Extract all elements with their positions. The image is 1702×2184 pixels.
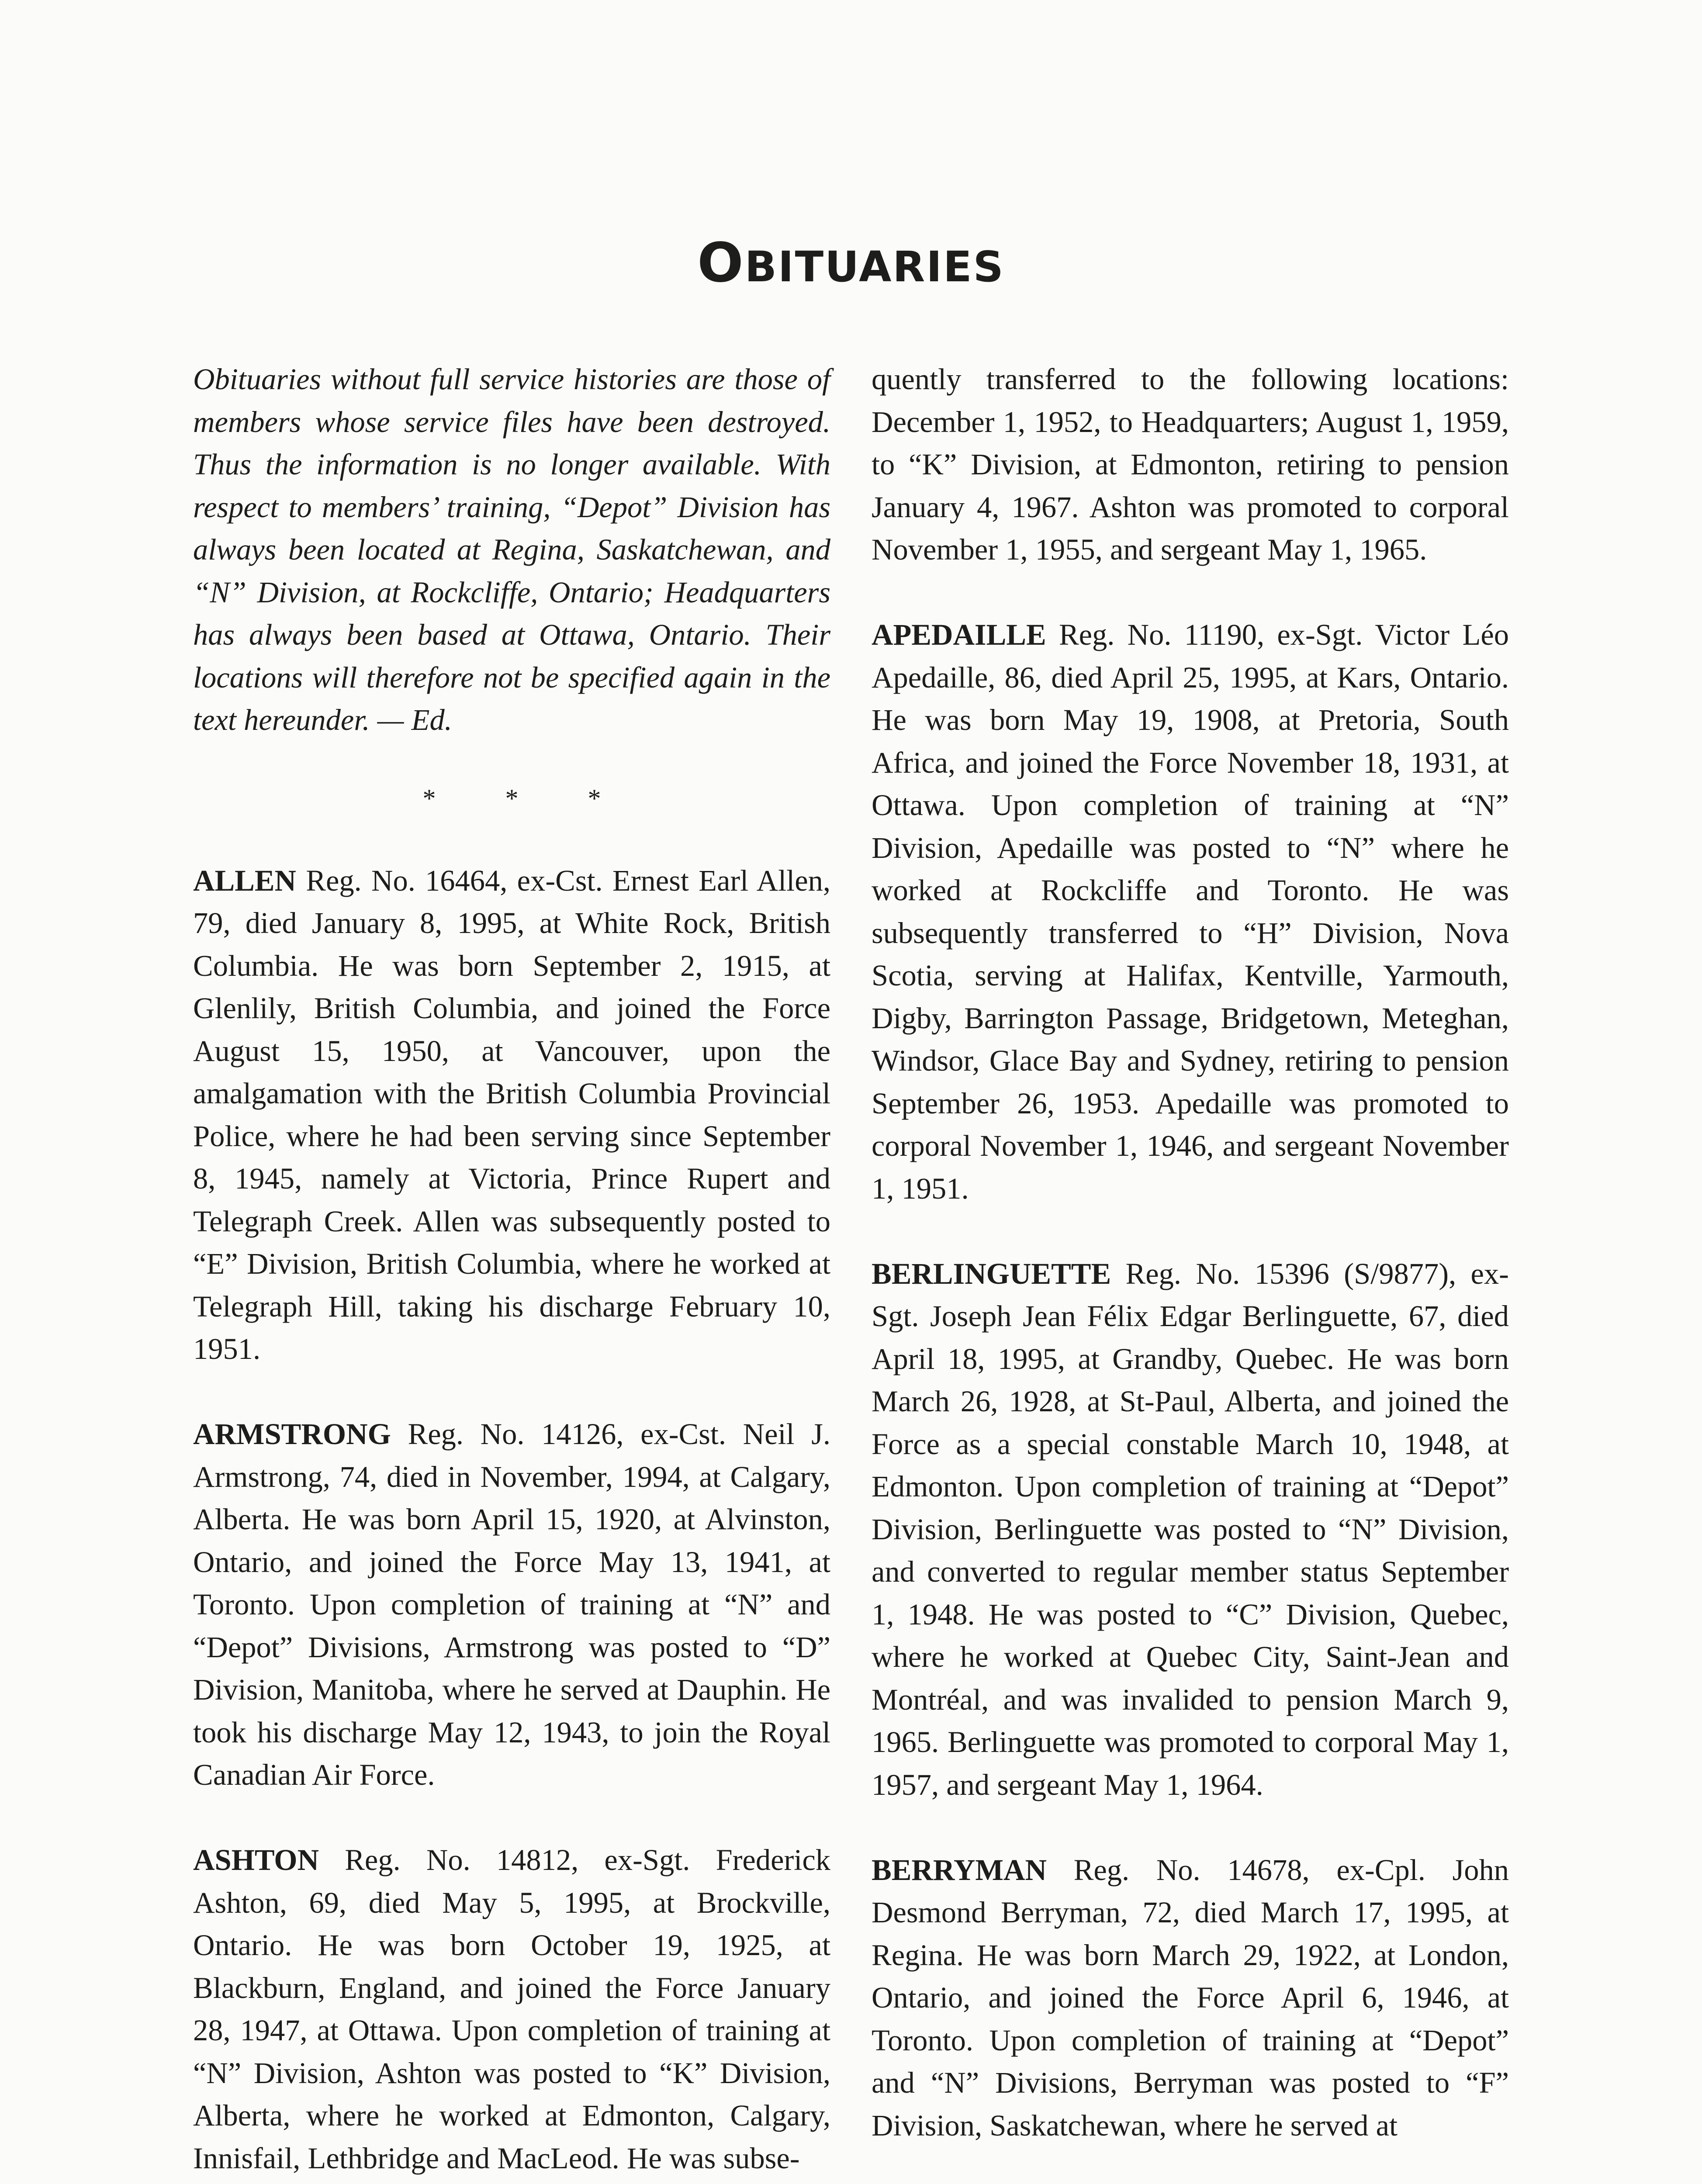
obituary-text: Reg. No. 14812, ex-Sgt. Frederick Ashton, 69, died May 5, 1995, at Brockville, Ontario. He was born October 19, 1925, at Blackburn, England, and joined the Force January 28, 1947, at Ottawa. Upon completion of training at “N” Division, Ashton was posted to “K” Division, Alberta, where he worked at Edmonton, Calgary, Innisfail, Lethbridge and MacLeod. He was subse- — [193, 1843, 830, 2175]
obituary-entry-allen — [193, 860, 830, 1371]
obituary-name: APEDAILLE — [872, 618, 1046, 651]
obituary-text: Reg. No. 15396 (S/9877), ex-Sgt. Joseph Jean Félix Edgar Berlinguette, 67, died April 18, 1995, at Grandby, Quebec. He was born March 26, 1928, at St-Paul, Alberta, and joined the Force as a special constable March 10, 1948, at Edmonton. Upon completion of training at “Depot” Division, Berlinguette was posted to “N” Division, and converted to regular member status September 1, 1948. He was posted to “C” Division, Quebec, where he worked at Quebec City, Saint-Jean and Montréal, and was invalided to pension March 9, 1965. Berlinguette was promoted to corporal May 1, 1957, and sergeant May 1, 1964. — [872, 1257, 1509, 1801]
obituary-text: Reg. No. 11190, ex-Sgt. Victor Léo Apedaille, 86, died April 25, 1995, at Kars, Ontario. He was born May 19, 1908, at Pretoria, South Africa, and joined the Force November 18, 1931, at Ottawa. Upon completion of training at “N” Division, Apedaille was posted to “N” where he worked at Rockcliffe and Toronto. He was subsequently transferred to “H” Division, Nova Scotia, serving at Halifax, Kentville, Yarmouth, Digby, Barrington Passage, Bridgetown, Meteghan, Windsor, Glace Bay and Sydney, retiring to pension September 26, 1953. Apedaille was promoted to corporal November 1, 1946, and sergeant November 1, 1951. — [872, 618, 1509, 1205]
left-column — [193, 358, 830, 2180]
obituary-text: Reg. No. 16464, ex-Cst. Ernest Earl Allen, 79, died January 8, 1995, at White Rock, British Columbia. He was born September 2, 1915, at Glenlily, British Columbia, and joined the Force August 15, 1950, at Vancouver, upon the amalgamation with the British Columbia Provincial Police, where he had been serving since September 8, 1945, namely at Victoria, Prince Rupert and Telegraph Creek. Allen was subsequently posted to “E” Division, British Columbia, where he worked at Telegraph Hill, taking his discharge February 10, 1951. — [193, 864, 830, 1365]
obituary-text: Reg. No. 14126, ex-Cst. Neil J. Armstrong, 74, died in November, 1994, at Calgary, Alberta. He was born April 15, 1920, at Alvinston, Ontario, and joined the Force May 13, 1941, at Toronto. Upon completion of training at “N” and “Depot” Divisions, Armstrong was posted to “D” Division, Manitoba, where he served at Dauphin. He took his discharge May 12, 1943, to join the Royal Canadian Air Force. — [193, 1417, 830, 1791]
right-column — [872, 358, 1509, 2147]
obituary-name: ALLEN — [193, 864, 297, 897]
obituary-name: BERRYMAN — [872, 1853, 1047, 1887]
obituary-name: ASHTON — [193, 1843, 319, 1876]
page-title-rest: BITUARIES — [744, 242, 1005, 291]
obituary-entry-berryman — [872, 1849, 1509, 2147]
page-title — [0, 232, 1702, 294]
obituary-entry-apedaille — [872, 614, 1509, 1210]
section-separator: * * * — [422, 784, 633, 813]
obituary-text: Reg. No. 14678, ex-Cpl. John Desmond Berryman, 72, died March 17, 1995, at Regina. He was born March 29, 1922, at London, Ontario, and joined the Force April 6, 1946, at Toronto. Upon completion of training at “Depot” and “N” Divisions, Berryman was posted to “F” Division, Saskatchewan, where he served at — [872, 1853, 1509, 2142]
page-title-initial: O — [697, 232, 745, 294]
obituary-name: BERLINGUETTE — [872, 1257, 1111, 1290]
obituary-name: ARMSTRONG — [193, 1417, 391, 1451]
obituary-entry-ashton — [193, 1839, 830, 2180]
obituary-entry-berlinguette — [872, 1253, 1509, 1807]
obituary-entry-armstrong — [193, 1413, 830, 1797]
obituary-entry-ashton-continued — [872, 358, 1509, 571]
obituary-text: quently transferred to the following locations: December 1, 1952, to Headquarters; August 1, 1959, to “K” Division, at Edmonton, retiring to pension January 4, 1967. Ashton was promoted to corporal November 1, 1955, and sergeant May 1, 1965. — [872, 363, 1509, 566]
editor-note: Obituaries without full service histories are those of members whose service files have been destroyed. Thus the information is no longer available. With respect to members’ training, “Depot” Division has always been located at Regina, Saskatchewan, and “N” Division, at Rockcliffe, Ontario; Headquarters has always been based at Ottawa, Ontario. Their locations will therefore not be specified again in the text hereunder. — Ed. — [193, 363, 830, 736]
